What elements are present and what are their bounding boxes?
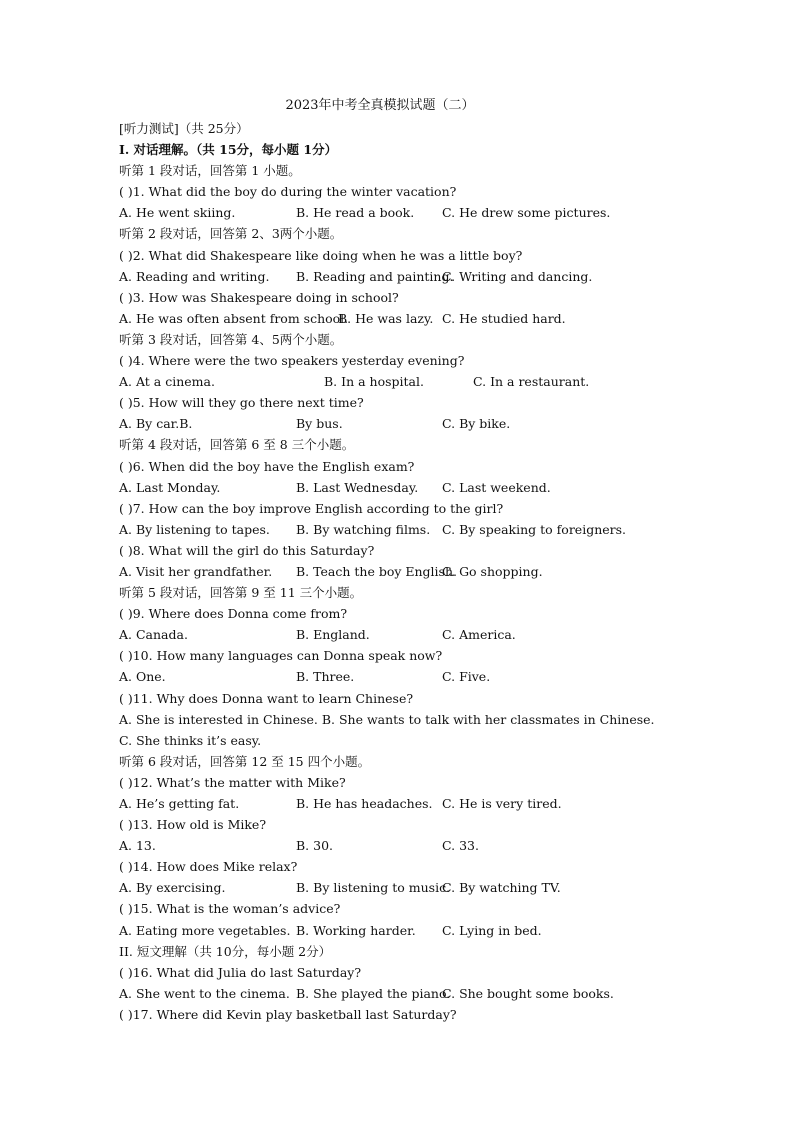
option-b: B. 30.	[296, 838, 334, 854]
question-14: ( )14. How does Mike relax?	[119, 859, 298, 875]
question-3-options	[119, 308, 759, 329]
question-list	[119, 118, 759, 1025]
question-13: ( )13. How old is Mike?	[119, 817, 267, 833]
option-a: A. Visit her grandfather.	[119, 563, 273, 579]
question-2-options	[119, 266, 759, 287]
section-listening: [听力测试]（共 25分）	[119, 121, 249, 136]
option-b: B. He read a book.	[296, 205, 415, 221]
question-6-options	[119, 477, 759, 498]
option-a: A. By car.B.	[119, 416, 193, 432]
dialogue-2-intro: 听第 2 段对话，回答第 2、3两个小题。	[119, 226, 343, 242]
question-7: ( )7. How can the boy improve English according to the girl?	[119, 500, 504, 516]
option-b: B. He was lazy.	[338, 310, 434, 326]
question-8: ( )8. What will the girl do this Saturday?	[119, 542, 375, 558]
option-a: A. Canada.	[119, 627, 188, 643]
question-4: ( )4. Where were the two speakers yesterday evening?	[119, 353, 465, 369]
question-11: ( )11. Why does Donna want to learn Chinese?	[119, 690, 414, 706]
page-title: 2023年中考全真模拟试题（二）	[285, 98, 475, 113]
option-b: B. Teach the boy English.	[296, 563, 457, 579]
question-6: ( )6. When did the boy have the English exam?	[119, 458, 415, 474]
question-4-options	[119, 371, 759, 392]
question-2: ( )2. What did Shakespeare like doing when he was a little boy?	[119, 247, 523, 263]
option-a: A. 13.	[119, 838, 156, 854]
question-14-options	[119, 877, 759, 898]
question-12-options	[119, 793, 759, 814]
option-b: B. Working harder.	[296, 922, 416, 938]
question-15-options	[119, 920, 759, 941]
option-b: B. Last Wednesday.	[296, 479, 419, 495]
option-b: B. By listening to music.	[296, 880, 451, 896]
question-16-options	[119, 983, 759, 1004]
option-c: C. By bike.	[442, 416, 511, 432]
option-b: B. She played the piano.	[296, 985, 451, 1001]
dialogue-1-intro: 听第 1 段对话，回答第 1 小题。	[119, 163, 301, 179]
question-7-options	[119, 519, 759, 540]
option-b: B. England.	[296, 627, 370, 643]
question-15: ( )15. What is the woman’s advice?	[119, 901, 341, 917]
option-c: C. America.	[442, 627, 516, 643]
question-8-options	[119, 561, 759, 582]
option-c: C. He drew some pictures.	[442, 205, 611, 221]
option-b: B. He has headaches.	[296, 796, 433, 811]
question-11-option-c: C. She thinks it’s easy.	[119, 732, 262, 748]
question-12: ( )12. What’s the matter with Mike?	[119, 774, 346, 790]
question-3: ( )3. How was Shakespeare doing in school?	[119, 289, 399, 305]
option-a: A. One.	[119, 669, 166, 685]
option-c: C. By watching TV.	[442, 880, 561, 896]
question-17: ( )17. Where did Kevin play basketball last Saturday?	[119, 1006, 457, 1022]
option-a: A. He was often absent from school.	[119, 310, 349, 326]
option-a: A. Eating more vegetables.	[119, 922, 291, 938]
question-10: ( )10. How many languages can Donna speak now?	[119, 648, 443, 664]
option-c: C. Five.	[442, 669, 491, 685]
option-c: C. He is very tired.	[442, 796, 562, 811]
question-1-options	[119, 202, 759, 223]
option-b: B. Reading and painting.	[296, 268, 454, 284]
question-9: ( )9. Where does Donna come from?	[119, 606, 348, 622]
question-5-options	[119, 413, 759, 434]
part1-heading: I. 对话理解。（共 15分，每小题 1分）	[119, 142, 338, 158]
question-10-options	[119, 666, 759, 687]
option-a: A. Last Monday.	[119, 479, 221, 495]
question-9-options	[119, 624, 759, 645]
option-a: A. Reading and writing.	[119, 268, 270, 284]
question-5: ( )5. How will they go there next time?	[119, 395, 364, 411]
option-a: A. He’s getting fat.	[119, 796, 240, 811]
question-11-options-ab: A. She is interested in Chinese. B. She wants to talk with her classmates in Chinese.	[119, 711, 655, 727]
option-c: C. 33.	[442, 838, 479, 854]
option-c: C. She bought some books.	[442, 985, 614, 1001]
dialogue-3-intro: 听第 3 段对话，回答第 4、5两个小题。	[119, 331, 343, 347]
part2-heading: II. 短文理解（共 10分，每小题 2分）	[119, 943, 332, 959]
option-c: C. In a restaurant.	[473, 374, 590, 390]
option-c: C. Last weekend.	[442, 479, 551, 495]
option-c: C. By speaking to foreigners.	[442, 521, 627, 537]
option-a: A. By listening to tapes.	[119, 521, 270, 537]
option-c: C. Writing and dancing.	[442, 268, 593, 284]
option-b: By bus.	[296, 416, 343, 432]
dialogue-6-intro: 听第 6 段对话，回答第 12 至 15 四个小题。	[119, 753, 371, 769]
question-1: ( )1. What did the boy do during the winter vacation?	[119, 184, 457, 200]
question-13-options	[119, 835, 759, 856]
option-a: A. He went skiing.	[119, 205, 236, 221]
option-a: A. She went to the cinema.	[119, 985, 290, 1001]
option-b: B. Three.	[296, 669, 355, 685]
option-c: C. Go shopping.	[442, 563, 543, 579]
option-a: A. By exercising.	[119, 880, 226, 896]
option-a: A. At a cinema.	[119, 374, 215, 390]
dialogue-5-intro: 听第 5 段对话，回答第 9 至 11 三个小题。	[119, 585, 363, 601]
dialogue-4-intro: 听第 4 段对话，回答第 6 至 8 三个小题。	[119, 437, 355, 453]
option-b: B. In a hospital.	[324, 374, 424, 390]
option-c: C. He studied hard.	[442, 310, 566, 326]
question-16: ( )16. What did Julia do last Saturday?	[119, 964, 362, 980]
option-b: B. By watching films.	[296, 521, 431, 537]
option-c: C. Lying in bed.	[442, 922, 542, 938]
